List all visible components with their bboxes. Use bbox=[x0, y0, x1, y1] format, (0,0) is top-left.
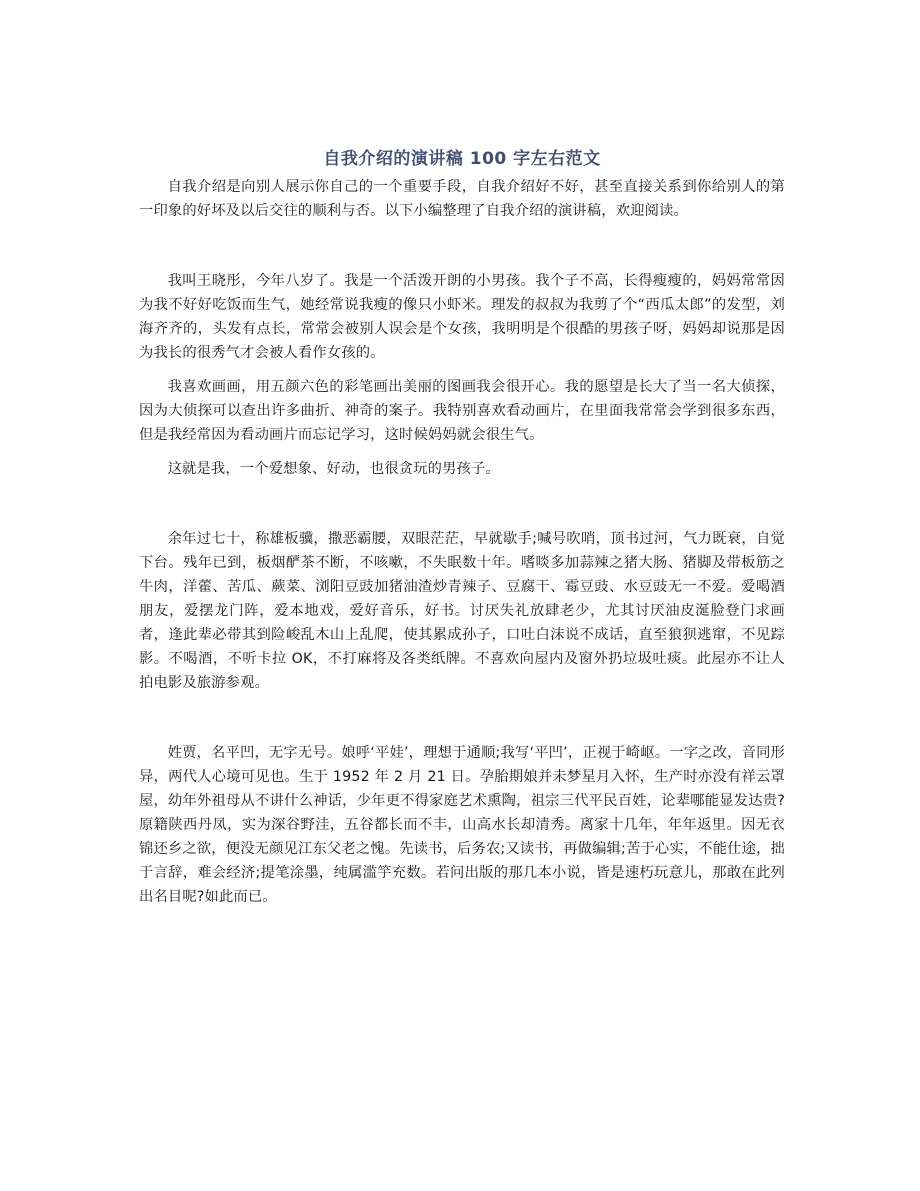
document-body bbox=[139, 146, 785, 909]
document-title: 自我介绍的演讲稿 100 字左右范文 bbox=[323, 149, 601, 169]
essay3-paragraph-1: 姓贾，名平凹，无字无号。娘呼‘平娃’，理想于通顺;我写‘平凹’，正视于崎岖。一字之改，音同形异，两代人心境可见也。生于 1952 年 2 月 21 日。孕胎期娘并未梦星月入怀，生产时亦没有祥云罩屋，幼年外祖母从不讲什么神话，少年更不得家庭艺术熏陶，祖宗三代平民百姓，论辈哪能显发达贵?原籍陕西丹凤，实为深谷野洼，五谷都长而不丰，山高水长却清秀。离家十几年，年年返里。因无衣锦还乡之欲，便没无颜见江东父老之愧。先读书，后务农;又读书，再做编辑;苦于心实，不能仕途，拙于言辞，难会经济;提笔涂墨，纯属滥竽充数。若问出版的那几本小说，皆是速朽玩意儿，那敢在此列出名目呢?如此而已。 bbox=[139, 745, 785, 905]
section-spacer bbox=[139, 223, 785, 269]
essay1-paragraph-3: 这就是我，一个爱想象、好动，也很贪玩的男孩子。 bbox=[167, 461, 500, 477]
intro-paragraph: 自我介绍是向别人展示你自己的一个重要手段，自我介绍好不好，甚至直接关系到你给别人的第一印象的好坏及以后交往的顺利与否。以下小编整理了自我介绍的演讲稿，欢迎阅读。 bbox=[139, 179, 785, 219]
paragraph-spacer bbox=[139, 447, 785, 457]
essay1-paragraph-2: 我喜欢画画，用五颜六色的彩笔画出美丽的图画我会很开心。我的愿望是长大了当一名大侦探，因为大侦探可以查出许多曲折、神奇的案子。我特别喜欢看动画片，在里面我常常会学到很多东西，但是我经常因为看动画片而忘记学习，这时候妈妈就会很生气。 bbox=[139, 379, 785, 443]
section-spacer bbox=[139, 481, 785, 527]
essay1-paragraph-1: 我叫王晓彤，今年八岁了。我是一个活泼开朗的小男孩。我个子不高，长得瘦瘦的，妈妈常常因为我不好好吃饭而生气，她经常说我瘦的像只小虾米。理发的叔叔为我剪了个“西瓜太郎”的发型，刘海齐齐的，头发有点长，常常会被别人误会是个女孩，我明明是个很酷的男孩子呀，妈妈却说那是因为我长的很秀气才会被人看作女孩的。 bbox=[139, 273, 785, 361]
essay2-paragraph-1: 余年过七十，称雄板骥，撒恶霸腰，双眼茫茫，早就歇手;喊号吹哨，顶书过河，气力既衰，自觉下台。残年已到，板烟酽茶不断，不咳嗽，不失眠数十年。嗜啖多加蒜辣之猪大肠、猪脚及带板筋之牛肉，洋藿、苦瓜、蕨菜、浏阳豆豉加猪油渣炒青辣子、豆腐干、霉豆豉、水豆豉无一不爱。爱喝酒朋友，爱摆龙门阵，爱本地戏，爱好音乐，好书。讨厌失礼放肆老少，尤其讨厌油皮涎脸登门求画者，逢此辈必带其到险峻乱木山上乱爬，使其累成孙子，口吐白沫说不成话，直至狼狈逃窜，不见踪影。不喝酒，不听卡拉 OK，不打麻将及各类纸牌。不喜欢向屋内及窗外扔垃圾吐痰。此屋亦不让人拍电影及旅游参观。 bbox=[139, 531, 785, 691]
paragraph-spacer bbox=[139, 365, 785, 375]
section-spacer bbox=[139, 695, 785, 741]
